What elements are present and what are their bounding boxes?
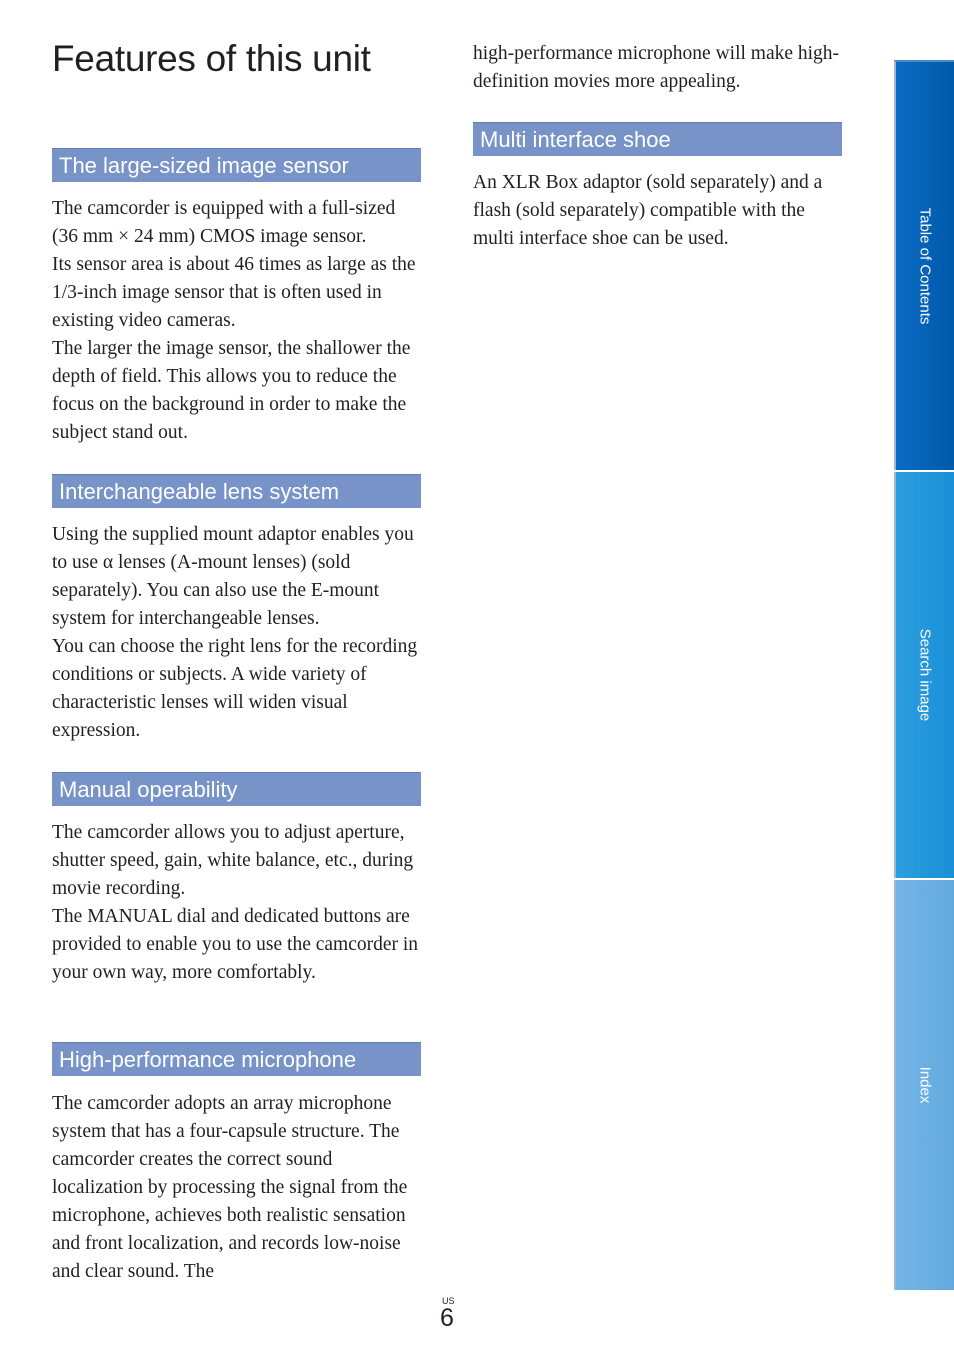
tab-table-of-contents[interactable] [894, 60, 954, 470]
paragraph: You can choose the right lens for the recording conditions or subjects. A wide variety of characteristic lenses will widen visual expression. [52, 636, 418, 741]
paragraph: The MANUAL dial and dedicated buttons are provided to enable you to use the camcorder in your own way, more comfortably. [52, 906, 419, 983]
section-heading-image-sensor: The large-sized image sensor [52, 148, 421, 182]
paragraph: An XLR Box adaptor (sold separately) and a flash (sold separately) compatible with the multi interface shoe can be used. [473, 172, 823, 249]
tab-search-image[interactable] [894, 472, 954, 878]
section-heading-multi-interface-shoe: Multi interface shoe [473, 122, 842, 156]
tab-label: Index [916, 1066, 934, 1104]
section-heading-lens-system: Interchangeable lens system [52, 474, 421, 508]
tab-label: Search image [916, 628, 934, 722]
page-number-value: 6 [440, 1304, 454, 1332]
page-number [440, 1296, 455, 1330]
paragraph-continued: high-performance microphone will make high-definition movies more appealing. [473, 43, 840, 92]
paragraph: Its sensor area is about 46 times as large as the 1/3-inch image sensor that is often used in existing video cameras. [52, 254, 416, 331]
section-heading-manual-operability: Manual operability [52, 772, 421, 806]
tab-index[interactable] [894, 880, 954, 1290]
paragraph: Using the supplied mount adaptor enables you to use α lenses (A-mount lenses) (sold separately). You can also use the E-mount system for interchangeable lenses. [52, 524, 414, 629]
paragraph: The camcorder adopts an array microphone system that has a four-capsule structure. The camcorder creates the correct sound localization by processing the signal from the microphone, achieves both realistic sensation and front localization, and records low-noise and clear sound. The [52, 1093, 408, 1282]
paragraph: The larger the image sensor, the shallower the depth of field. This allows you to reduce the focus on the background in order to make the subject stand out. [52, 338, 411, 443]
paragraph: The camcorder allows you to adjust aperture, shutter speed, gain, white balance, etc., during movie recording. [52, 822, 414, 899]
paragraph: The camcorder is equipped with a full-sized (36 mm × 24 mm) CMOS image sensor. [52, 198, 396, 247]
section-heading-microphone: High-performance microphone [52, 1042, 421, 1076]
page-title: Features of this unit [52, 38, 371, 79]
region-code: US [442, 1296, 455, 1306]
tab-label: Table of Contents [916, 207, 934, 325]
